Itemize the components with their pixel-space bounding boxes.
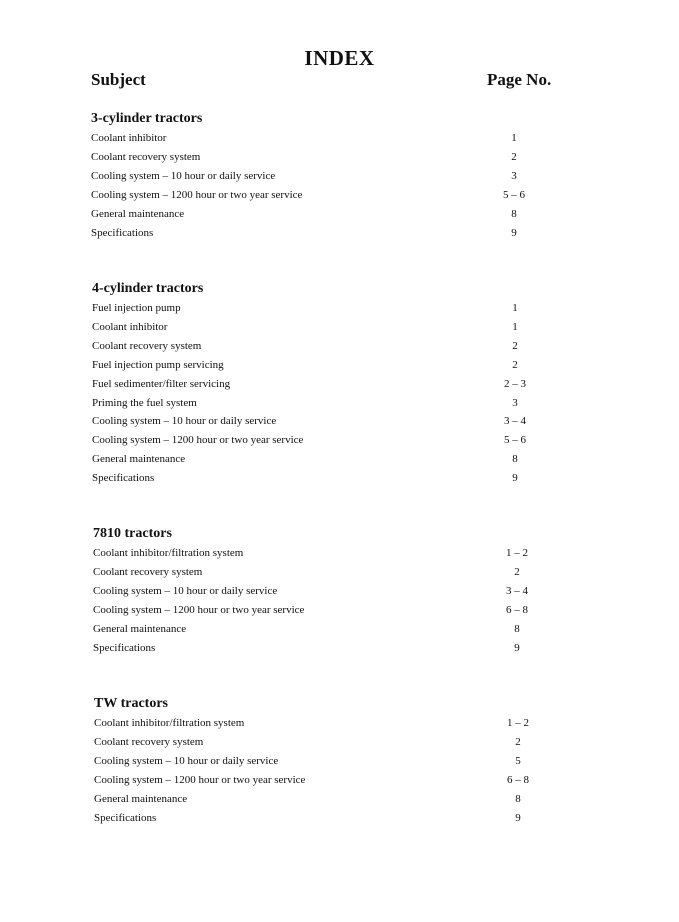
entry-page-number: 8 [512, 453, 518, 466]
entry-subject: Coolant inhibitor/filtration system [93, 547, 244, 559]
entry-page-number: 3 [512, 396, 518, 409]
entry-page-number: 9 [515, 811, 521, 824]
entry-subject: Cooling system – 1200 hour or two year service [94, 773, 306, 786]
entry-subject: Coolant recovery system [93, 565, 203, 578]
page-number-column-header: Page No. [487, 70, 552, 89]
index-entry [91, 132, 534, 150]
entry-page-number: 2 – 3 [504, 377, 526, 390]
section-heading: TW tractors [94, 696, 168, 711]
entry-subject: Cooling system – 1200 hour or two year service [93, 603, 305, 616]
entry-page-number: 2 [515, 735, 521, 748]
entry-page-number: 6 – 8 [506, 603, 528, 616]
entry-subject: Fuel injection pump servicing [92, 358, 224, 371]
entry-page-number: 9 [514, 641, 520, 654]
entry-page-number: 3 – 4 [506, 584, 528, 597]
entry-page-number: 2 [512, 339, 518, 352]
index-entry [93, 585, 537, 603]
entry-page-number: 2 [512, 358, 518, 371]
index-entry [92, 302, 535, 320]
entry-subject: Cooling system – 10 hour or daily service [91, 169, 276, 182]
entry-page-number: 1 [512, 302, 518, 314]
index-entry [92, 340, 535, 358]
entry-subject: General maintenance [91, 207, 185, 220]
entry-page-number: 8 [514, 622, 520, 635]
entry-page-number: 9 [511, 226, 517, 239]
entry-subject: Coolant inhibitor [91, 132, 167, 144]
index-entry [94, 717, 538, 735]
index-entry [93, 547, 537, 565]
entry-page-number: 5 [515, 754, 521, 767]
section-heading: 3-cylinder tractors [91, 111, 203, 126]
entry-subject: General maintenance [94, 792, 188, 805]
entry-page-number: 2 [511, 150, 517, 163]
index-entry [93, 566, 537, 584]
entry-subject: Specifications [93, 641, 156, 654]
entry-page-number: 5 – 6 [504, 434, 526, 447]
entry-subject: General maintenance [92, 453, 186, 466]
entry-page-number: 1 [511, 132, 517, 144]
index-entry [94, 793, 538, 811]
entry-page-number: 6 – 8 [507, 773, 529, 786]
entry-subject: Coolant recovery system [92, 339, 202, 352]
entry-subject: Specifications [94, 811, 157, 824]
index-entry [93, 642, 537, 660]
index-entry [94, 812, 538, 830]
index-entry [91, 208, 534, 226]
subject-column-header: Subject [91, 70, 146, 89]
index-entry [92, 397, 535, 415]
entry-page-number: 9 [512, 472, 518, 485]
entry-page-number: 8 [515, 792, 521, 805]
entry-subject: Cooling system – 10 hour or daily service [94, 754, 279, 767]
entry-subject: Cooling system – 1200 hour or two year service [92, 434, 304, 447]
entry-page-number: 1 [512, 320, 518, 333]
entry-subject: Fuel sedimenter/filter servicing [92, 377, 231, 390]
index-entry [94, 774, 538, 792]
entry-page-number: 1 – 2 [507, 717, 529, 729]
entry-subject: Fuel injection pump [92, 302, 181, 314]
index-entry [91, 151, 534, 169]
entry-subject: Coolant recovery system [91, 150, 201, 163]
index-entry [93, 604, 537, 622]
entry-subject: General maintenance [93, 622, 187, 635]
index-entry [92, 378, 535, 396]
index-entry [92, 472, 535, 490]
entry-subject: Priming the fuel system [92, 396, 197, 409]
index-entry [92, 321, 535, 339]
entry-subject: Cooling system – 10 hour or daily service [92, 415, 277, 428]
entry-subject: Specifications [92, 472, 155, 485]
entry-subject: Cooling system – 10 hour or daily service [93, 584, 278, 597]
index-entry [92, 415, 535, 433]
entry-subject: Specifications [91, 226, 154, 239]
index-entry [91, 189, 534, 207]
entry-subject: Coolant inhibitor [92, 320, 168, 333]
entry-page-number: 3 [511, 169, 517, 182]
index-entry [91, 170, 534, 188]
entry-subject: Coolant recovery system [94, 735, 204, 748]
index-entry [92, 453, 535, 471]
section-heading: 7810 tractors [93, 526, 172, 541]
entry-page-number: 8 [511, 207, 517, 220]
section-heading: 4-cylinder tractors [92, 281, 204, 296]
index-entry [92, 359, 535, 377]
entry-page-number: 3 – 4 [504, 415, 526, 428]
entry-subject: Cooling system – 1200 hour or two year service [91, 188, 303, 201]
entry-page-number: 1 – 2 [506, 547, 528, 559]
entry-page-number: 5 – 6 [503, 188, 525, 201]
index-entry [94, 736, 538, 754]
index-entry [91, 227, 534, 245]
entry-page-number: 2 [514, 565, 520, 578]
index-entry [94, 755, 538, 773]
entry-subject: Coolant inhibitor/filtration system [94, 717, 245, 729]
index-entry [92, 434, 535, 452]
page-title: INDEX [304, 46, 375, 70]
index-entry [93, 623, 537, 641]
